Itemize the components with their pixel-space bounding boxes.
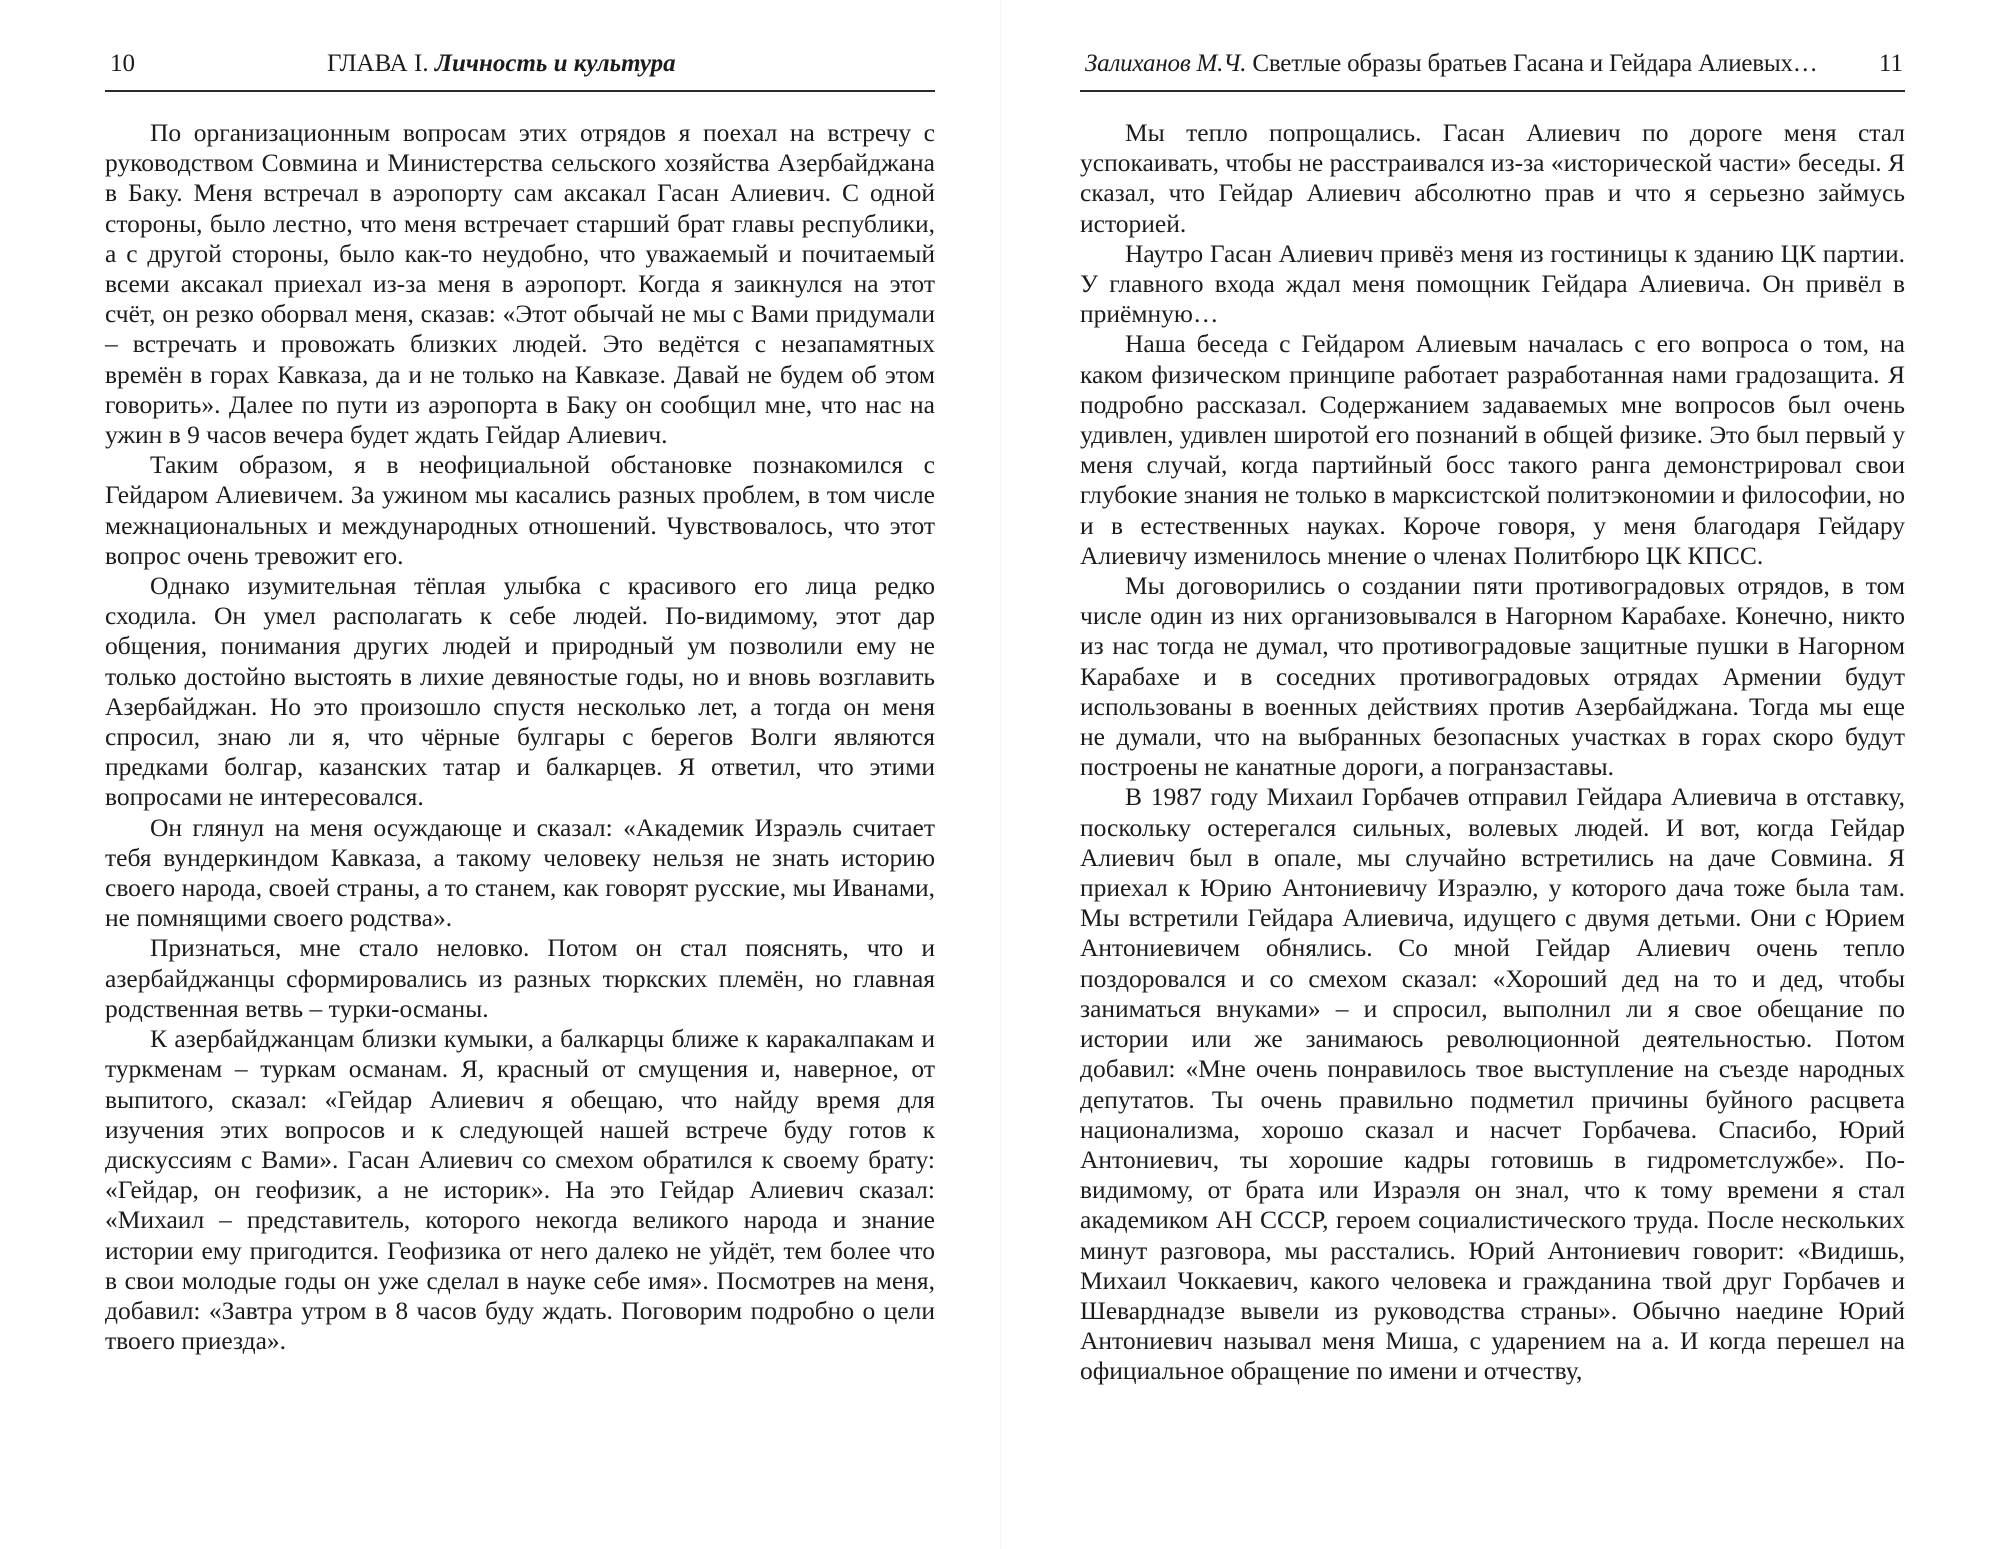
paragraph: Наутро Гасан Алиевич привёз меня из гостиницы к зданию ЦК партии. У главного входа ждал меня помощник Гейдара Алиевича. Он привёл в приёмную… <box>1080 238 1905 329</box>
paragraph: Мы договорились о создании пяти противоградовых отрядов, в том числе один из них организовывался в Нагорном Карабахе. Конечно, никто из нас тогда не думал, что противоградовые защитные пушки в Нагорном Карабахе и в соседних противоградовых отрядах Армении будут использованы в военных действиях против Азербайджана. Тогда мы еще не думали, что на выбранных безопасных участках в горах скоро будут построены не канатные дороги, а погранзаставы. <box>1080 571 1905 782</box>
paragraph: По организационным вопросам этих отрядов я поехал на встречу с руководством Совмина и Министерства сельского хозяйства Азербайджана в Баку. Меня встречал в аэропорту сам аксакал Гасан Алиевич. С одной стороны, было лестно, что меня встречает старший брат главы республики, а с другой стороны, было как-то неудобно, что уважаемый и почитаемый всеми аксакал приехал из-за меня в аэропорт. Когда я заикнулся на этот счёт, он резко оборвал меня, сказав: «Этот обычай не мы с Вами придумали – встречать и провожать близких людей. Это ведётся с незапамятных времён в горах Кавказа, да и не только на Кавказе. Давай не будем об этом говорить». Далее по пути из аэропорта в Баку он сообщил мне, что нас на ужин в 9 часов вечера будет ждать Гейдар Алиевич. <box>105 118 935 450</box>
left-page-header <box>105 48 935 88</box>
paragraph: Однако изумительная тёплая улыбка с красивого его лица редко сходила. Он умел располагать к себе людей. По-видимому, этот дар общения, понимания других людей и природный ум позволили ему не только достойно выстоять в лихие девяностые годы, но и вновь возглавить Азербайджан. Но это произошло спустя несколько лет, а тогда он меня спросил, знаю ли я, что чёрные булгары с берегов Волги являются предками болгар, казанских татар и балкарцев. Я ответил, что этими вопросами не интересовался. <box>105 571 935 812</box>
left-page <box>105 48 935 1356</box>
left-header-rule <box>105 90 935 92</box>
right-header-rule <box>1080 90 1905 92</box>
right-page-number: 11 <box>1878 50 1903 77</box>
paragraph: К азербайджанцам близки кумыки, а балкарцы ближе к каракалпакам и туркменам – туркам османам. Я, красный от смущения и, наверное, от выпитого, сказал: «Гейдар Алиевич я обещаю, что найду время для изучения этих вопросов и к следующей нашей встрече буду готов к дискуссиям с Вами». Гасан Алиевич со смехом обратился к своему брату: «Гейдар, он геофизик, а не историк». На это Гейдар Алиевич сказал: «Михаил – представитель, которого некогда великого народа и знание истории ему пригодится. Геофизика от него далеко не уйдёт, тем более что в свои молодые годы он уже сделал в науке себе имя». Посмотрев на меня, добавил: «Завтра утром в 8 часов буду ждать. Поговорим подробно о цели твоего приезда». <box>105 1024 935 1356</box>
right-page-header <box>1080 48 1905 88</box>
left-page-body <box>105 118 935 1356</box>
paragraph: Мы тепло попрощались. Гасан Алиевич по дороге меня стал успокаивать, чтобы не расстраивался из-за «исторической части» беседы. Я сказал, что Гейдар Алиевич абсолютно прав и что я серьезно займусь историей. <box>1080 118 1905 238</box>
chapter-label: ГЛАВА I. <box>327 50 429 77</box>
right-page <box>1080 48 1905 1386</box>
chapter-title: Личность и культура <box>434 50 676 77</box>
left-page-number: 10 <box>110 50 135 77</box>
article-title: Светлые образы братьев Гасана и Гейдара Алиевых… <box>1252 50 1818 77</box>
right-page-body <box>1080 118 1905 1387</box>
paragraph: Признаться, мне стало неловко. Потом он стал пояснять, что и азербайджанцы сформировались из разных тюркских племён, но главная родственная ветвь – турки-османы. <box>105 933 935 1023</box>
paragraph: В 1987 году Михаил Горбачев отправил Гейдара Алиевича в отставку, поскольку остерегался сильных, волевых людей. И вот, когда Гейдар Алиевич был в опале, мы случайно встретились на даче Совмина. Я приехал к Юрию Антониевичу Израэлю, у которого дача тоже была там. Мы встретили Гейдара Алиевича, идущего с двумя детьми. Они с Юрием Антониевичем обнялись. Со мной Гейдар Алиевич очень тепло поздоровался и со смехом сказал: «Хороший дед на то и дед, чтобы заниматься внуками» – и спросил, выполнил ли я свое обещание по истории или же занимаюсь революционной деятельностью. Потом добавил: «Мне очень понравилось твое выступление на съезде народных депутатов. Ты очень правильно подметил причины буйного расцвета национализма, хорошо сказал и насчет Горбачева. Спасибо, Юрий Антониевич, ты хорошие кадры готовишь в гидрометслужбе». По-видимому, от брата или Израэля он знал, что к тому времени я стал академиком АН СССР, героем социалистического труда. После нескольких минут разговора, мы расстались. Юрий Антониевич говорит: «Видишь, Михаил Чоккаевич, какого человека и гражданина твой друг Горбачев и Шеварднадзе вывели из руководства страны». Обычно наедине Юрий Антониевич называл меня Миша, с ударением на а. И когда перешел на официальное обращение по имени и отчеству, <box>1080 782 1905 1386</box>
paragraph: Таким образом, я в неофициальной обстановке познакомился с Гейдаром Алиевичем. За ужином мы касались разных проблем, в том числе межнациональных и международных отношений. Чувствовалось, что этот вопрос очень тревожит его. <box>105 450 935 570</box>
article-author: Залиханов М.Ч. <box>1085 50 1247 77</box>
paragraph: Он глянул на меня осуждающе и сказал: «Академик Израэль считает тебя вундеркиндом Кавказа, а такому человеку нельзя не знать историю своего народа, своей страны, а то станем, как говорят русские, мы Иванами, не помнящими своего родства». <box>105 812 935 933</box>
right-running-head <box>1085 50 1818 78</box>
book-fold <box>1000 0 1002 1549</box>
left-running-head <box>327 50 676 78</box>
paragraph: Наша беседа с Гейдаром Алиевым началась с его вопроса о том, на каком физическом принципе работает разработанная нами градозащита. Я подробно рассказал. Содержанием задаваемых мне вопросов был очень удивлен, удивлен широтой его познаний в общей физике. Это был первый у меня случай, когда партийный босс такого ранга демонстрировал свои глубокие знания не только в марксистской политэкономии и философии, но и в естественных науках. Короче говоря, у меня благодаря Гейдару Алиевичу изменилось мнение о членах Политбюро ЦК КПСС. <box>1080 329 1905 570</box>
